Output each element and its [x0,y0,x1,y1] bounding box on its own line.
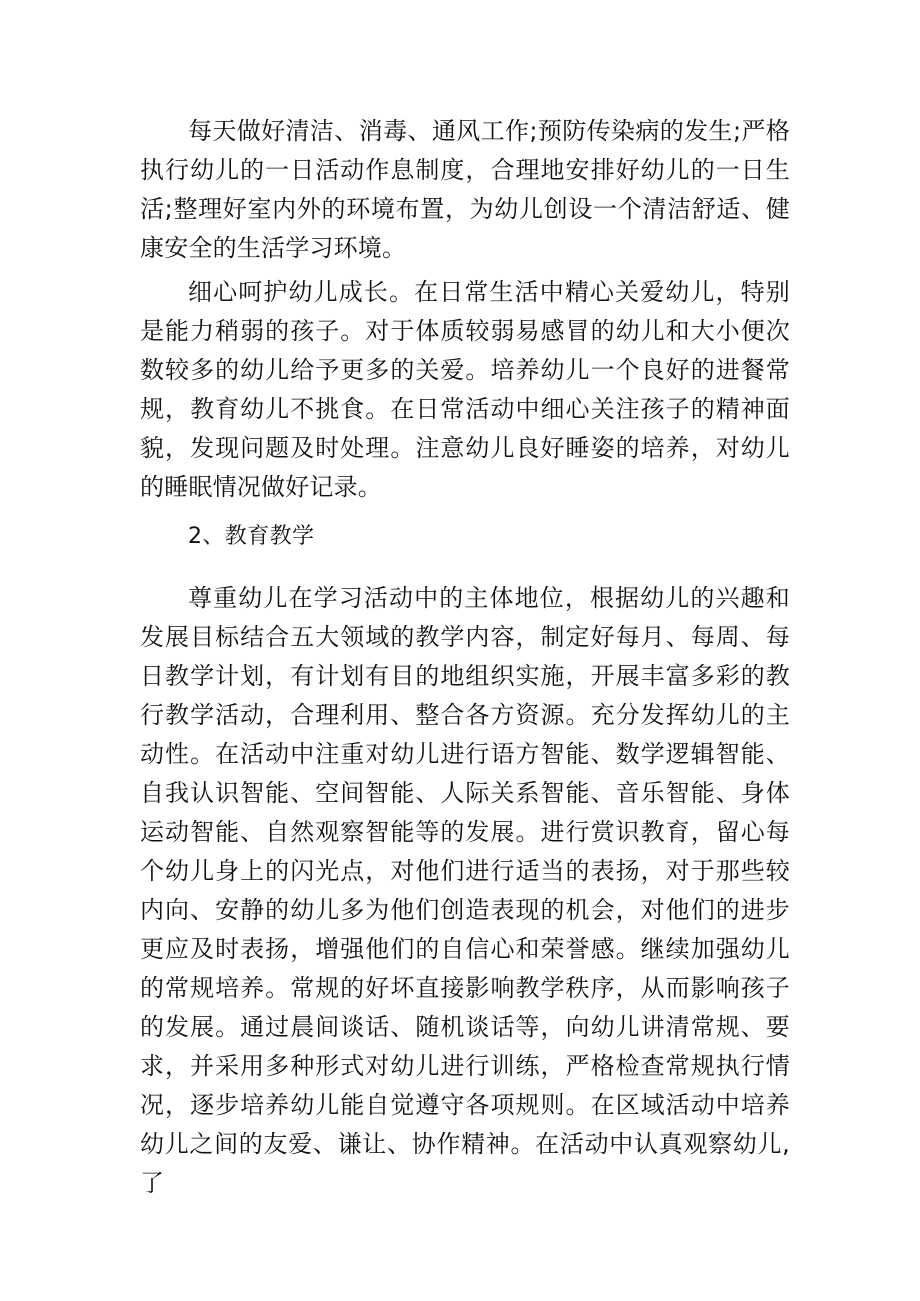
paragraph-hygiene: 每天做好清洁、消毒、通风工作;预防传染病的发生;严格执行幼儿的一日活动作息制度，合理地安排好幼儿的一日生活;整理好室内外的环境布置，为幼儿创设一个清洁舒适、健康安全的生活学习环境。 [140,117,790,262]
document-body [140,112,790,1203]
paragraph-teaching: 尊重幼儿在学习活动中的主体地位，根据幼儿的兴趣和发展目标结合五大领域的教学内容，制定好每月、每周、每日教学计划，有计划有目的地组织实施，开展丰富多彩的教行教学活动，合理利用、整合各方资源。充分发挥幼儿的主动性。在活动中注重对幼儿进行语方智能、数学逻辑智能、自我认识智能、空间智能、人际关系智能、音乐智能、身体运动智能、自然观察智能等的发展。进行赏识教育，留心每个幼儿身上的闪光点，对他们进行适当的表扬，对于那些较内向、安静的幼儿多为他们创造表现的机会，对他们的进步更应及时表扬，增强他们的自信心和荣誉感。继续加强幼儿的常规培养。常规的好坏直接影响教学秩序，从而影响孩子的发展。通过晨间谈话、随机谈话等，向幼儿讲清常规、要求，并采用多种形式对幼儿进行训练，严格检查常规执行情况，逐步培养幼儿能自觉遵守各项规则。在区域活动中培养幼儿之间的友爱、谦让、协作精神。在活动中认真观察幼儿,了 [140,584,790,1197]
paragraph-care: 细心呵护幼儿成长。在日常生活中精心关爱幼儿，特别是能力稍弱的孩子。对于体质较弱易感冒的幼儿和大小便次数较多的幼儿给予更多的关爱。培养幼儿一个良好的进餐常规，教育幼儿不挑食。在日常活动中细心关注孩子的精神面貌，发现问题及时处理。注意幼儿良好睡姿的培养，对幼儿的睡眠情况做好记录。 [140,278,790,501]
section-heading: 2、教育教学 [188,524,315,549]
